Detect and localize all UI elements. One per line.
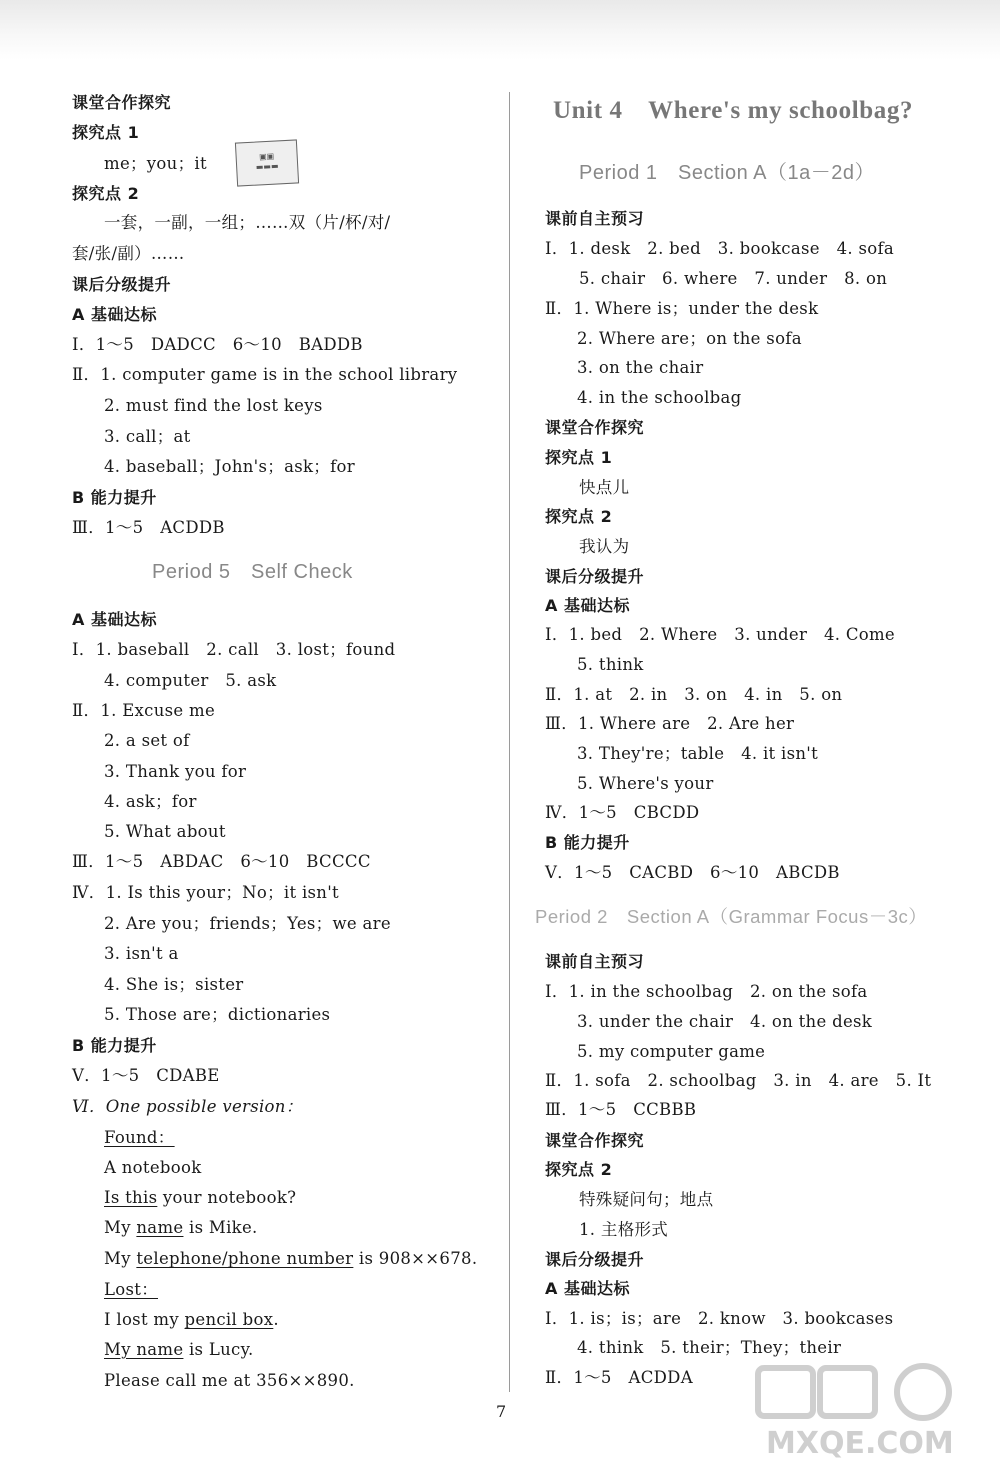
underlined-text: telephone/phone number	[136, 1249, 354, 1268]
answer-text: .	[273, 1310, 279, 1329]
answer-line: Ⅰ．1. desk 2. bed 3. bookcase 4. sofa	[545, 239, 895, 258]
page-number: 7	[496, 1402, 507, 1421]
subsection-heading: 探究点 1	[545, 448, 613, 467]
subsection-heading: 探究点 2	[72, 184, 140, 203]
answer-line: 2. must find the lost keys	[104, 396, 323, 415]
level-heading: B 能力提升	[545, 833, 630, 852]
answer-line: 4. in the schoolbag	[577, 388, 742, 407]
answer-line: Ⅴ．1～5 CACBD 6～10 ABCDB	[545, 863, 840, 882]
answer-line: 3. under the chair 4. on the desk	[577, 1012, 873, 1031]
period-title: Period 1 Section A（1a－2d）	[579, 162, 875, 184]
answer-line: Ⅰ．1～5 DADCC 6～10 BADDB	[72, 335, 363, 354]
answer-line: 4. computer 5. ask	[104, 671, 277, 690]
answer-line: Ⅰ．1. is；is；are 2. know 3. bookcases	[545, 1309, 894, 1328]
answer-line: Ⅱ．1～5 ACDDA	[545, 1368, 693, 1387]
answer-text: is Mike.	[183, 1218, 258, 1237]
answer-line	[104, 1187, 296, 1209]
answer-line: 3. isn't a	[104, 944, 179, 963]
subsection-heading: 探究点 1	[72, 123, 140, 142]
scan-top-shading	[0, 0, 1000, 60]
answer-text: My	[104, 1249, 137, 1268]
level-heading: A 基础达标	[545, 1279, 630, 1298]
answer-line: Ⅳ．1. Is this your；No；it isn't	[72, 883, 339, 902]
answer-text: I lost my	[104, 1310, 185, 1329]
answer-line: 3. call；at	[104, 427, 191, 446]
answer-line	[104, 1309, 279, 1331]
answer-line: 5. What about	[104, 822, 226, 841]
answer-line: 2. Where are；on the sofa	[577, 329, 802, 348]
answer-line: 4. baseball；John's；ask；for	[104, 457, 355, 476]
answer-line: Ⅵ．One possible version：	[72, 1097, 303, 1116]
answer-line: 快点儿	[579, 478, 630, 497]
watermark-logo	[748, 1360, 978, 1460]
answer-line: Found：	[104, 1128, 175, 1147]
answer-line: Ⅲ．1～5 CCBBB	[545, 1100, 697, 1119]
answer-line: 5. Where's your	[577, 774, 714, 793]
level-heading: A 基础达标	[545, 596, 630, 615]
answer-line: 5. Those are；dictionaries	[104, 1005, 331, 1024]
underlined-text: My name	[104, 1340, 184, 1359]
answer-line: 3. on the chair	[577, 358, 704, 377]
underlined-text: pencil box	[184, 1310, 274, 1329]
answer-line: A notebook	[104, 1158, 202, 1177]
answer-text: My	[104, 1218, 137, 1237]
answer-line: Please call me at 356××890.	[104, 1371, 355, 1390]
answer-line: Ⅱ．1. computer game is in the school library	[72, 365, 458, 384]
answer-line: 4. think 5. their；They；their	[577, 1338, 842, 1357]
answer-line: Lost：	[104, 1280, 158, 1299]
answer-line: Ⅲ．1～5 ABDAC 6～10 BCCCC	[72, 852, 371, 871]
section-heading: 课堂合作探究	[545, 1131, 645, 1150]
answer-line: Ⅳ．1～5 CBCDD	[545, 803, 700, 822]
stamp-logo: ▣▣ ▬▬▬	[235, 139, 299, 186]
answer-line: 2. Are you；friends；Yes；we are	[104, 914, 391, 933]
answer-line: me；you；it	[104, 154, 207, 173]
svg-text:MXQE.COM: MXQE.COM	[766, 1426, 954, 1460]
section-heading: 课后分级提升	[545, 1250, 645, 1269]
period-title: Period 5 Self Check	[152, 561, 353, 583]
answer-line: 1. 主格形式	[579, 1220, 669, 1239]
section-heading: 课堂合作探究	[72, 93, 172, 112]
answer-line: 一套，一副，一组；……双（片/杯/对/	[104, 213, 391, 232]
answer-line: 2. a set of	[104, 731, 190, 750]
answer-line: Ⅱ．1. at 2. in 3. on 4. in 5. on	[545, 685, 843, 704]
period-title: Period 2 Section A（Grammar Focus－3c）	[535, 906, 928, 927]
underlined-text: Is this	[104, 1188, 158, 1207]
column-divider	[509, 92, 510, 1392]
section-heading: 课堂合作探究	[545, 418, 645, 437]
answer-line: Ⅱ．1. sofa 2. schoolbag 3. in 4. are 5. It	[545, 1071, 932, 1090]
answer-line: 我认为	[579, 537, 630, 556]
answer-line: 5. my computer game	[577, 1042, 766, 1061]
answer-line: 套/张/副）……	[72, 244, 185, 263]
answer-line: Ⅰ．1. baseball 2. call 3. lost；found	[72, 640, 396, 659]
answer-line: Ⅲ．1. Where are 2. Are her	[545, 714, 795, 733]
answer-line: Ⅲ．1～5 ACDDB	[72, 518, 225, 537]
answer-line: Ⅱ．1. Where is；under the desk	[545, 299, 819, 318]
answer-line: Ⅰ．1. in the schoolbag 2. on the sofa	[545, 982, 868, 1001]
answer-line	[104, 1217, 258, 1239]
section-heading: 课后分级提升	[545, 567, 645, 586]
answer-text: is Lucy.	[183, 1340, 254, 1359]
unit-title: Unit 4 Where's my schoolbag?	[553, 97, 914, 124]
answer-text: your notebook?	[157, 1188, 297, 1207]
section-heading: 课前自主预习	[545, 952, 645, 971]
answer-line: 4. She is；sister	[104, 975, 244, 994]
answer-line: 3. They're；table 4. it isn't	[577, 744, 819, 763]
underlined-text: name	[136, 1218, 184, 1237]
answer-line	[104, 1339, 254, 1361]
answer-line: 5. think	[577, 655, 644, 674]
answer-line: 4. ask；for	[104, 792, 197, 811]
subsection-heading: 探究点 2	[545, 1160, 613, 1179]
answer-text: is 908××678.	[353, 1249, 478, 1268]
section-heading: 课后分级提升	[72, 275, 172, 294]
section-heading: 课前自主预习	[545, 209, 645, 228]
answer-line: 5. chair 6. where 7. under 8. on	[579, 269, 888, 288]
level-heading: B 能力提升	[72, 488, 157, 507]
answer-line	[104, 1248, 477, 1270]
answer-line: Ⅱ．1. Excuse me	[72, 701, 216, 720]
answer-line: Ⅴ．1～5 CDABE	[72, 1066, 220, 1085]
answer-line: 特殊疑问句；地点	[579, 1190, 714, 1209]
answer-line: Ⅰ．1. bed 2. Where 3. under 4. Come	[545, 625, 895, 644]
level-heading: A 基础达标	[72, 610, 157, 629]
subsection-heading: 探究点 2	[545, 507, 613, 526]
level-heading: B 能力提升	[72, 1036, 157, 1055]
answer-line: 3. Thank you for	[104, 762, 247, 781]
level-heading: A 基础达标	[72, 305, 157, 324]
